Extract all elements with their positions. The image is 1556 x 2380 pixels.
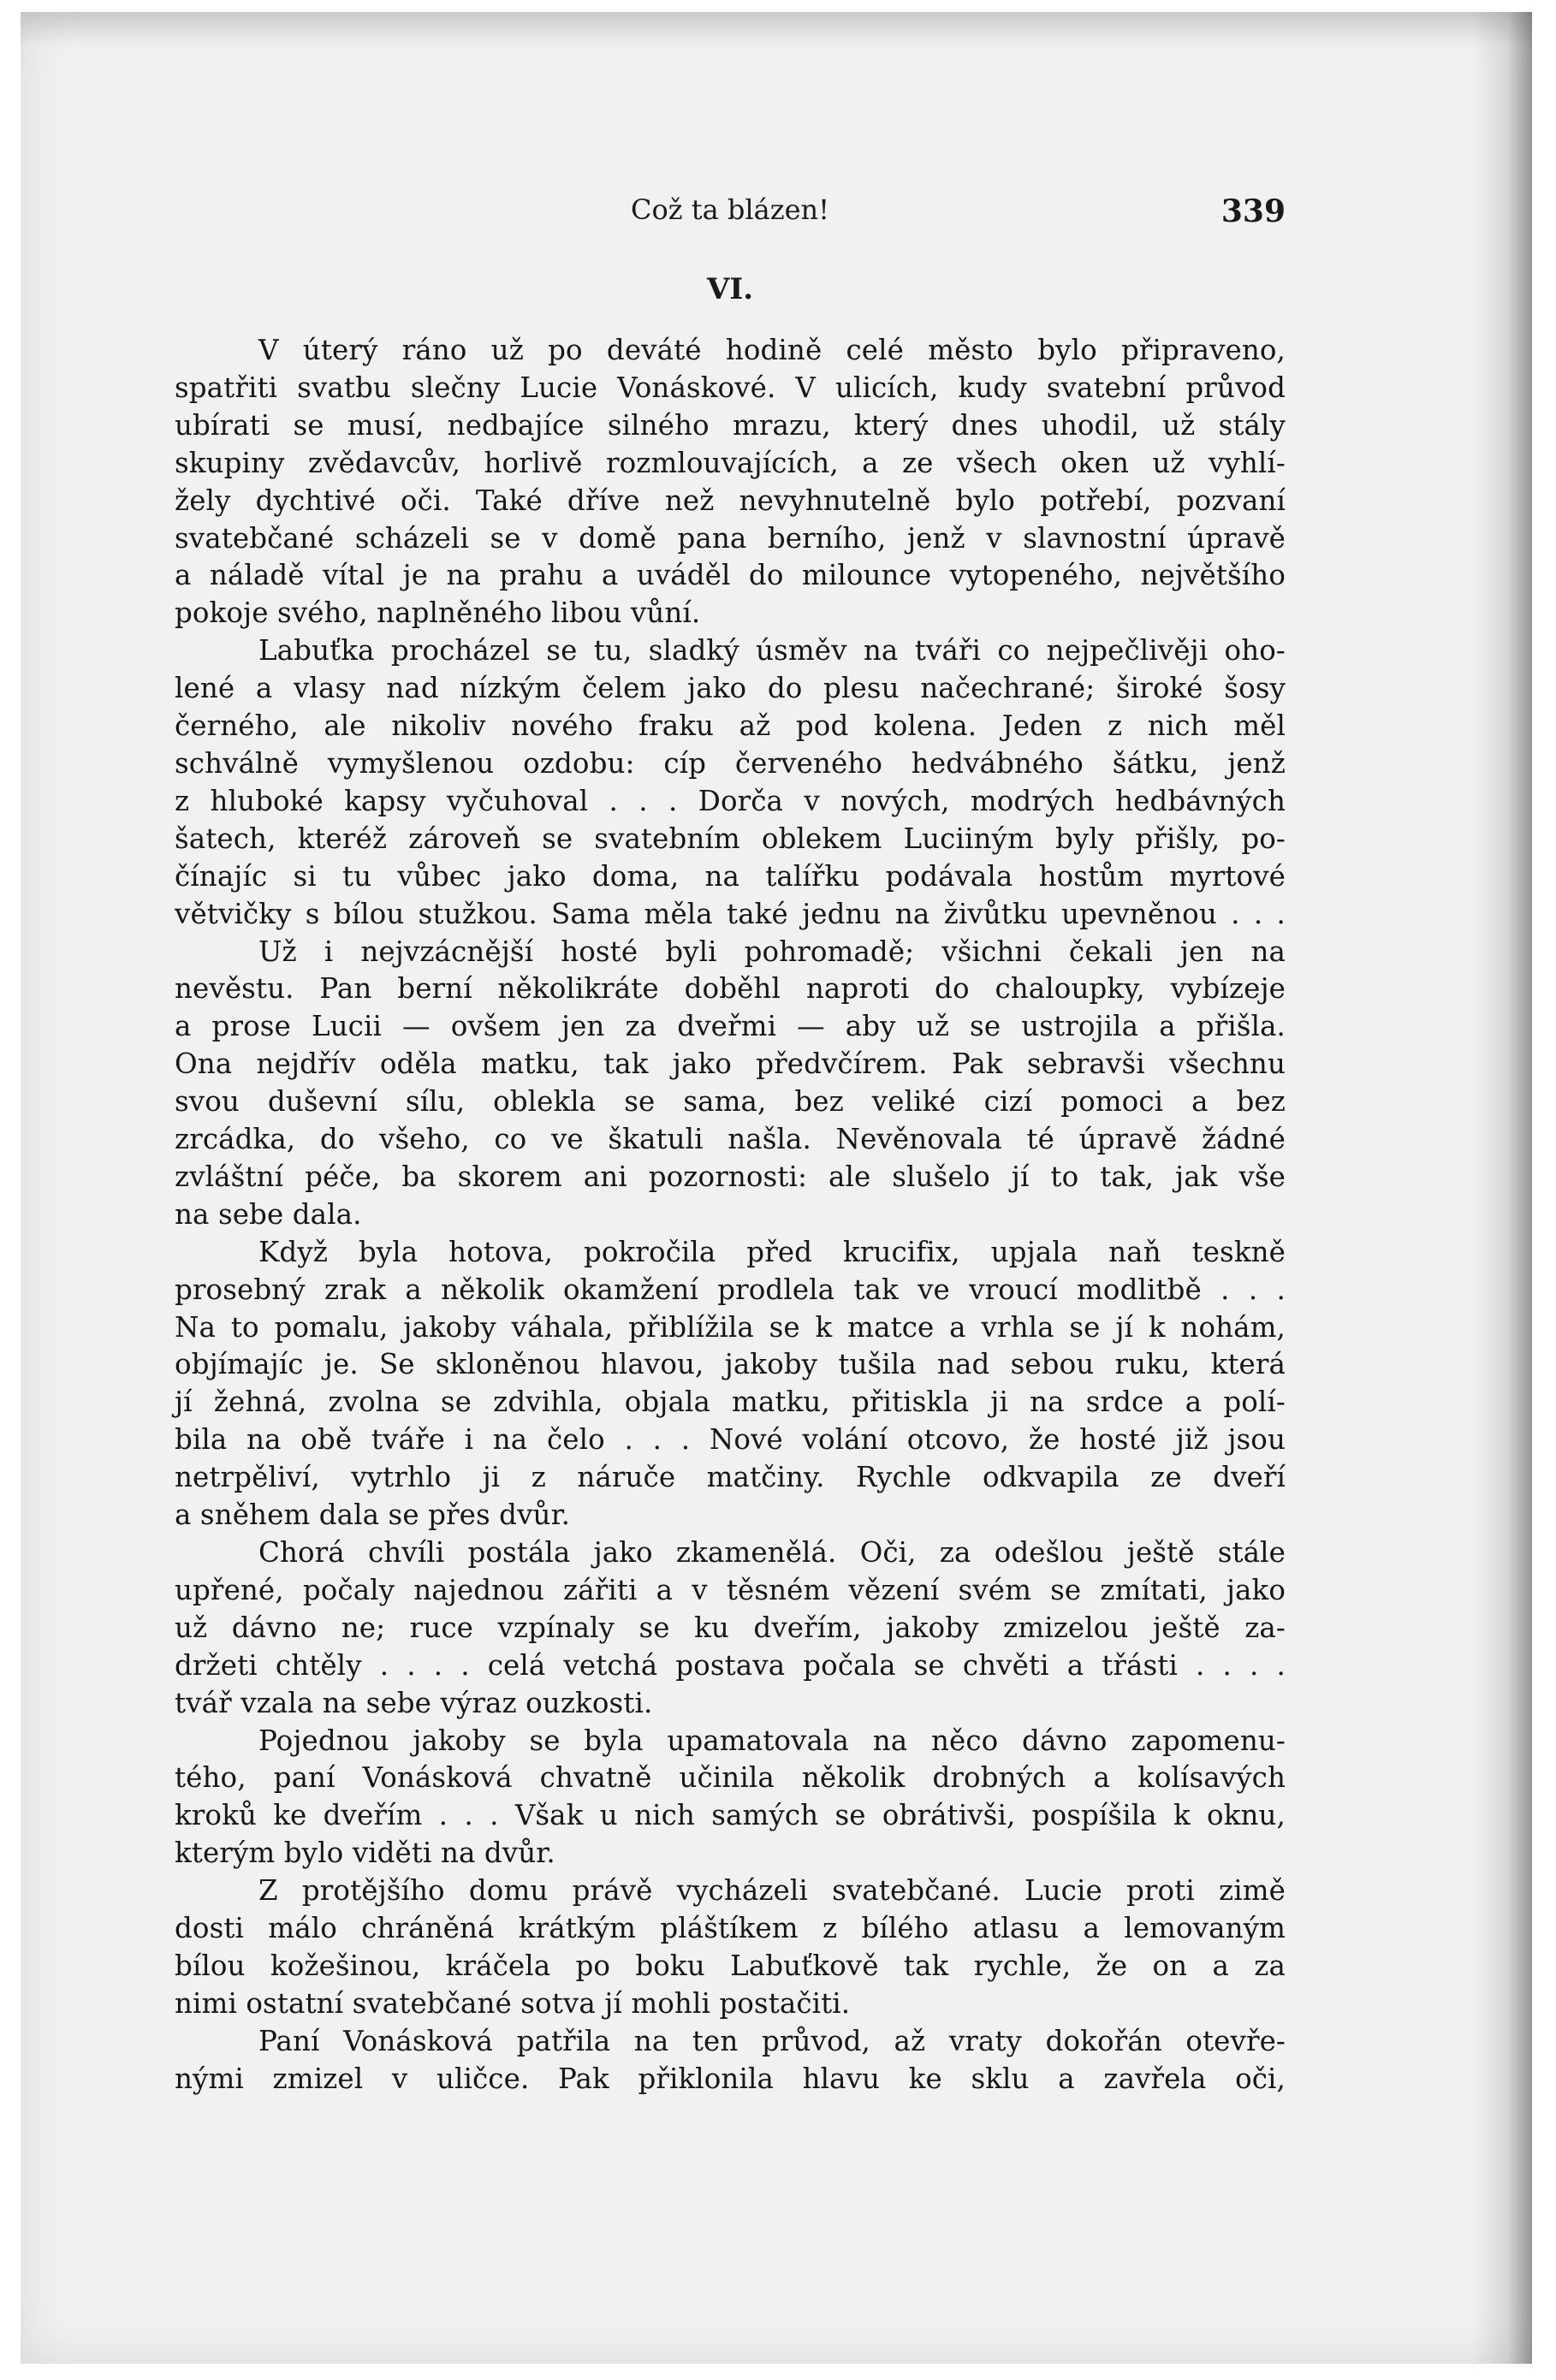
text-line: skupiny zvědavcův, horlivě rozmlouvajících, a ze všech oken už vyhlí- — [175, 446, 1286, 479]
text-line: Labuťka procházel se tu, sladký úsměv na tváři co nejpečlivěji oho- — [258, 634, 1286, 668]
text-line: Ona nejdřív oděla matku, tak jako předvčírem. Pak sebravši všechnu — [175, 1048, 1286, 1081]
text-line: tvář vzala na sebe výraz ouzkosti. — [175, 1686, 653, 1719]
page-number: 339 — [1220, 193, 1286, 229]
text-line: z hluboké kapsy vyčuhoval . . . Dorča v nových, modrých hedbávných — [175, 784, 1286, 817]
text-line: černého, ale nikoliv nového fraku až pod kolena. Jeden z nich měl — [175, 709, 1286, 743]
text-line: Když byla hotova, pokročila před krucifix, upjala naň teskně — [258, 1235, 1286, 1268]
text-line: jí žehná, zvolna se zdvihla, objala matku, přitiskla ji na srdce a polí- — [175, 1386, 1286, 1419]
text-line: dosti málo chráněná krátkým pláštíkem z bílého atlasu a lemovaným — [175, 1912, 1286, 1945]
text-line: šatech, kteréž zároveň se svatebním oblekem Luciiným byly přišly, po- — [175, 822, 1286, 855]
text-line: a náladě vítal je na prahu a uváděl do milounce vytopeného, největšího — [175, 559, 1286, 592]
text-line: spatřiti svatbu slečny Lucie Vonáskové. V ulicích, kudy svatební průvod — [175, 371, 1286, 404]
body-text — [175, 332, 1286, 2098]
text-line: na sebe dala. — [175, 1197, 362, 1231]
running-head — [175, 187, 1286, 238]
text-line: Chorá chvíli postála jako zkamenělá. Oči, za odešlou ještě stále — [258, 1536, 1286, 1569]
text-line: Na to pomalu, jakoby váhala, přiblížila se k matce a vrhla se jí k nohám, — [175, 1310, 1286, 1344]
text-line: lené a vlasy nad nízkým čelem jako do plesu načechrané; široké šosy — [175, 672, 1286, 705]
text-line: a sněhem dala se přes dvůr. — [175, 1499, 571, 1532]
text-line: svou duševní sílu, oblekla se sama, bez veliké cizí pomoci a bez — [175, 1085, 1286, 1119]
text-line: už dávno ne; ruce vzpínaly se ku dveřím, jakoby zmizelou ještě za- — [175, 1611, 1286, 1644]
text-line: kterým bylo viděti na dvůr. — [175, 1837, 555, 1870]
text-line: ubírati se musí, nedbajíce silného mrazu, který dnes uhodil, už stály — [175, 408, 1286, 442]
text-line: bílou kožešinou, kráčela po boku Labuťkově tak rychle, že on a za — [175, 1949, 1286, 1982]
text-line: netrpěliví, vytrhlo ji z náruče matčiny. Rychle odkvapila ze dveří — [175, 1461, 1286, 1494]
text-line: schválně vymyšlenou ozdobu: cíp červeného hedvábného šátku, jenž — [175, 746, 1286, 780]
page-content — [175, 187, 1286, 2098]
scan-shadow-top — [21, 12, 1532, 46]
text-line: nevěstu. Pan berní několikráte doběhl naproti do chaloupky, vybízeje — [175, 972, 1286, 1006]
text-line: kroků ke dveřím . . . Však u nich samých se obrátivši, pospíšila k oknu, — [175, 1799, 1286, 1832]
text-line: bila na obě tváře i na čelo . . . Nové volání otcovo, že hosté již jsou — [175, 1423, 1286, 1457]
text-line: pokoje svého, naplněného libou vůní. — [175, 596, 701, 630]
running-title: Což ta blázen! — [631, 193, 829, 226]
text-line: Z protějšího domu právě vycházeli svatebčané. Lucie proti zimě — [258, 1874, 1286, 1908]
text-line: nými zmizel v uličce. Pak přiklonila hlavu ke sklu a zavřela oči, — [175, 2062, 1286, 2095]
text-line: zrcádka, do všeho, co ve škatuli našla. Nevěnovala té úpravě žádné — [175, 1123, 1286, 1156]
text-line: držeti chtěly . . . . celá vetchá postava počala se chvěti a třásti . . . . — [175, 1648, 1286, 1682]
text-line: objímajíc je. Se skloněnou hlavou, jakoby tušila nad sebou ruku, která — [175, 1348, 1286, 1381]
text-line: svatebčané scházeli se v domě pana berního, jenž v slavnostní úpravě — [175, 521, 1286, 555]
text-line: Paní Vonásková patřila na ten průvod, až vraty dokořán otevře- — [258, 2024, 1286, 2057]
text-line: Pojednou jakoby se byla upamatovala na něco dávno zapomenu- — [258, 1724, 1286, 1757]
text-line: a prose Lucii — ovšem jen za dveřmi — aby už se ustrojila a přišla. — [175, 1010, 1286, 1043]
text-line: čínajíc si tu vůbec jako doma, na talířku podávala hostům myrtové — [175, 859, 1286, 893]
text-line: větvičky s bílou stužkou. Sama měla také jednu na živůtku upevněnou . . . — [175, 897, 1286, 930]
text-line: prosebný zrak a několik okamžení prodlela tak ve vroucí modlitbě . . . — [175, 1273, 1286, 1306]
text-line: upřené, počaly najednou zářiti a v těsném vězení svém se zmítati, jako — [175, 1573, 1286, 1606]
scan-shadow-binding — [1472, 12, 1532, 2364]
text-line: žely dychtivé oči. Také dříve než nevyhnutelně bylo potřebí, pozvaní — [175, 484, 1286, 517]
text-line: Už i nejvzácnější hosté byli pohromadě; všichni čekali jen na — [258, 935, 1286, 968]
text-line: tého, paní Vonásková chvatně učinila několik drobných a kolísavých — [175, 1761, 1286, 1795]
text-line: V úterý ráno už po deváté hodině celé město bylo připraveno, — [258, 334, 1286, 366]
chapter-heading: VI. — [706, 272, 754, 306]
text-line: zvláštní péče, ba skorem ani pozornosti: ale slušelo jí to tak, jak vše — [175, 1160, 1286, 1193]
text-line: nimi ostatní svatebčané sotva jí mohli postačiti. — [175, 1986, 851, 2020]
